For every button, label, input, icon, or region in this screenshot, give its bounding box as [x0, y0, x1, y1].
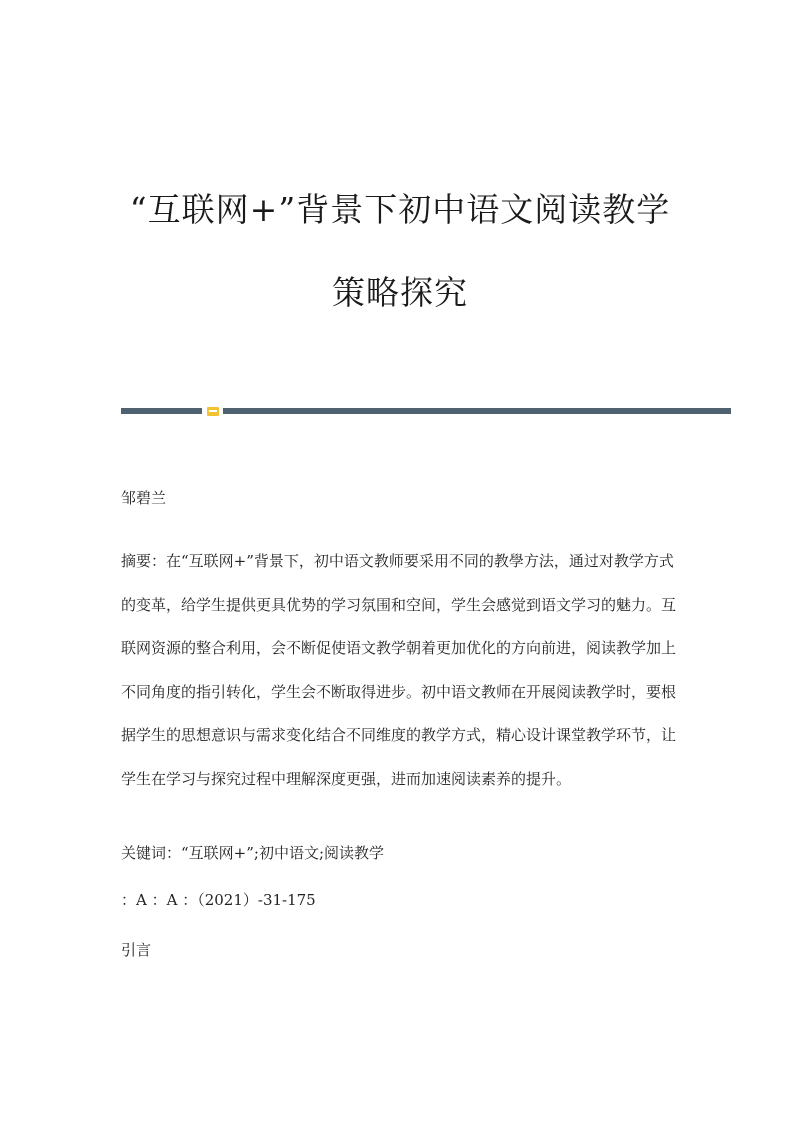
divider-emblem-icon	[207, 407, 219, 416]
title-divider	[121, 408, 731, 416]
divider-bar-right	[223, 408, 731, 414]
title-line-2: 策略探究	[332, 273, 468, 312]
section-heading-intro: 引言	[121, 941, 152, 959]
title-line-1: “互联网+”背景下初中语文阅读教学	[129, 190, 671, 229]
keywords-line: 关键词：“互联网+”;初中语文;阅读教学	[121, 844, 385, 862]
classification-line: ：A ：A ：（2021）-31-175	[121, 891, 316, 909]
abstract-paragraph: 摘要：在“互联网+”背景下，初中语文教师要采用不同的教學方法，通过对教学方式的变革，给学生提供更具优势的学习氛围和空间，学生会感觉到语文学习的魅力。互联网资源的整合利用，会不断促使语文教学朝着更加优化的方向前进，阅读教学加上不同角度的指引转化，学生会不断取得进步。初中语文教师在开展阅读教学时，要根据学生的思想意识与需求变化结合不同维度的教学方式，精心设计课堂教学环节，让学生在学习与探究过程中理解深度更强，进而加速阅读素养的提升。	[121, 552, 677, 788]
divider-bar-left	[121, 408, 202, 414]
author-name: 邹碧兰	[121, 489, 167, 507]
